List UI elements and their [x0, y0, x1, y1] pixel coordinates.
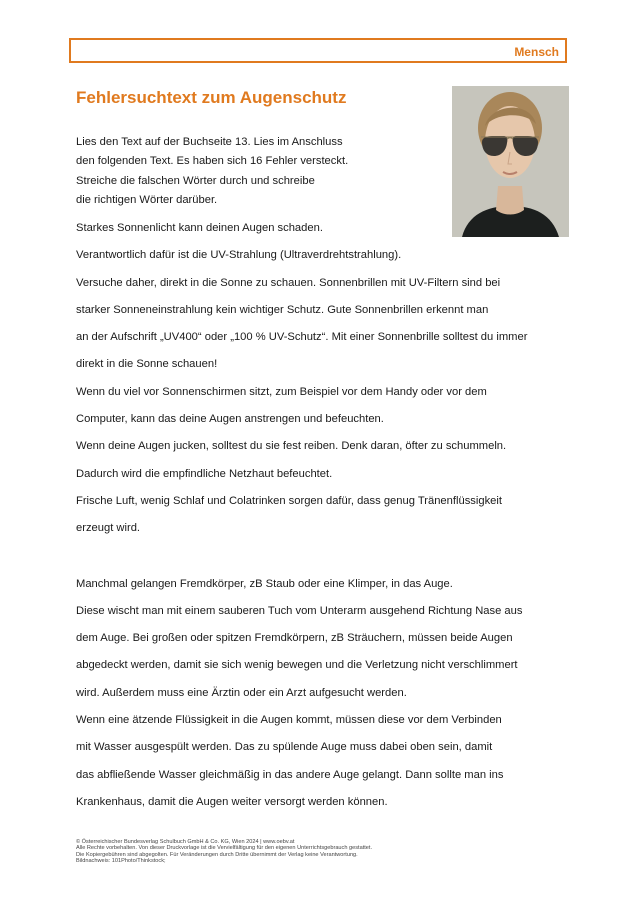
footer-line: Bildnachweis: 101Photo/Thinkstock; [76, 857, 166, 864]
text-line: Computer, kann das deine Augen anstrengen und befeuchten. [76, 413, 384, 426]
text-line: Starkes Sonnenlicht kann deinen Augen schaden. [76, 222, 323, 234]
instruction-line: den folgenden Text. Es haben sich 16 Fehler versteckt. [76, 155, 349, 168]
text-line: mit Wasser ausgespült werden. Das zu spülende Auge muss dabei oben sein, damit [76, 741, 493, 754]
text-line: Wenn deine Augen jucken, solltest du sie fest reiben. Denk daran, öfter zu schummeln. [76, 440, 507, 453]
text-line: erzeugt wird. [76, 522, 141, 535]
instructions [76, 133, 406, 210]
text-line: das abfließende Wasser gleichmäßig in das andere Auge gelangt. Dann sollte man ins [76, 768, 504, 781]
text-line: Frische Luft, wenig Schlaf und Colatrinken sorgen dafür, dass genug Tränenflüssigkeit [76, 494, 502, 507]
text-line: starker Sonneneinstrahlung kein wichtiger Schutz. Gute Sonnenbrillen erkennt man [76, 303, 489, 316]
instruction-line: die richtigen Wörter darüber. [76, 193, 218, 206]
text-line: Dadurch wird die empfindliche Netzhaut befeuchtet. [76, 467, 333, 480]
paragraph-gap [76, 547, 576, 575]
footer-copyright [76, 839, 372, 864]
instruction-line: Lies den Text auf der Buchseite 13. Lies im Anschluss [76, 136, 343, 148]
text-line: Manchmal gelangen Fremdkörper, zB Staub oder eine Klimper, in das Auge. [76, 577, 453, 590]
text-line: Verantwortlich dafür ist die UV-Strahlung (Ultraverdrehtstrahlung). [76, 249, 402, 262]
text-line: dem Auge. Bei großen oder spitzen Fremdkörpern, zB Sträuchern, müssen beide Augen [76, 632, 513, 645]
text-line: Versuche daher, direkt in die Sonne zu schauen. Sonnenbrillen mit UV-Filtern sind bei [76, 276, 501, 289]
text-line: Wenn eine ätzende Flüssigkeit in die Augen kommt, müssen diese vor dem Verbinden [76, 714, 502, 727]
body-text [76, 219, 576, 820]
header-box [69, 38, 567, 63]
text-line: abgedeckt werden, damit sie sich wenig bewegen und die Verletzung nicht verschlimmert [76, 659, 518, 672]
text-line: wird. Außerdem muss eine Ärztin oder ein Arzt aufgesucht werden. [76, 686, 407, 699]
header-label: Mensch [514, 45, 559, 59]
text-line: direkt in die Sonne schauen! [76, 358, 218, 371]
text-line: Diese wischt man mit einem sauberen Tuch vom Unterarm ausgehend Richtung Nase aus [76, 604, 523, 617]
instruction-line: Streiche die falschen Wörter durch und schreibe [76, 174, 315, 187]
text-line: an der Aufschrift „UV400“ oder „100 % UV-Schutz“. Mit einer Sonnenbrille solltest du immer [76, 331, 528, 344]
text-line: Wenn du viel vor Sonnenschirmen sitzt, zum Beispiel vor dem Handy oder vor dem [76, 385, 487, 398]
footer-line: Die Kopiergebühren sind abgegolten. Für Veränderungen durch Dritte übernimmt der Verlag keine Verantwortung. [76, 851, 358, 858]
page-title: Fehlersuchtext zum Augenschutz [76, 88, 347, 107]
text-line: Krankenhaus, damit die Augen weiter versorgt werden können. [76, 795, 388, 808]
woman-with-sunglasses-photo [452, 86, 569, 237]
footer-line: © Österreichischer Bundesverlag Schulbuch GmbH & Co. KG, Wien 2024 | www.oebv.at [76, 839, 295, 845]
footer-line: Alle Rechte vorbehalten. Von dieser Druckvorlage ist die Vervielfältigung für den eigenen Unterrichtsgebrauch gestattet. [76, 845, 373, 852]
